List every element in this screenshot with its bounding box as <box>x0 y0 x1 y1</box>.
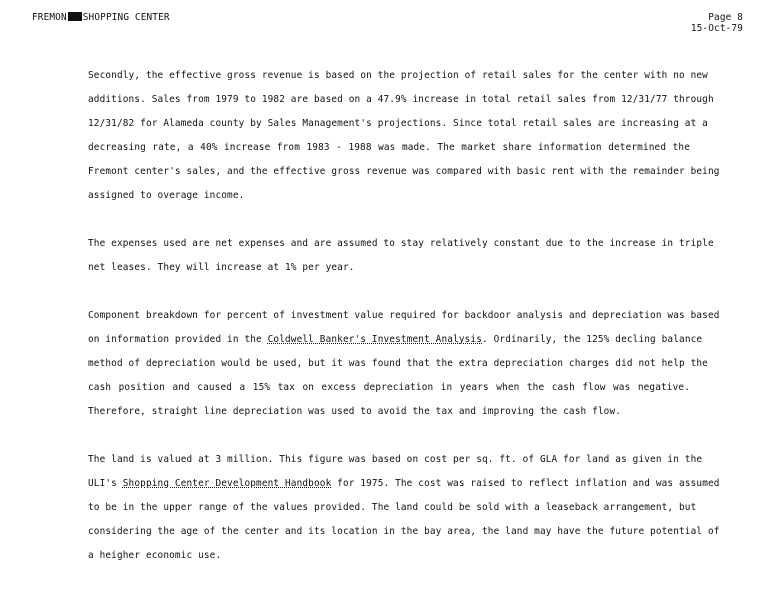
redaction-mark <box>68 12 82 21</box>
text-run: for 1975. The cost was raised to reflect inflation and was assumed <box>331 478 720 489</box>
text-line: assigned to overage income. <box>88 190 245 201</box>
text-line: The land is valued at 3 million. This figure was based on cost per sq. ft. of GLA for land as given in the <box>88 454 703 465</box>
text-line: Fremont center's sales, and the effective gross revenue was compared with basic rent with the remainder being <box>88 166 720 177</box>
text-line: Therefore, straight line depreciation was used to avoid the tax and improving the cash flow. <box>88 406 622 417</box>
text-line: Secondly, the effective gross revenue is based on the projection of retail sales for the center with no new <box>88 70 708 81</box>
text-line <box>88 333 703 357</box>
text-line: net leases. They will increase at 1% per year. <box>88 262 355 273</box>
title-part-1: FREMON <box>32 12 67 23</box>
title-part-2: SHOPPING CENTER <box>82 12 170 23</box>
document-date: 15-Oct-79 <box>690 23 743 34</box>
text-run: . Ordinarily, the 125% decling balance <box>482 334 703 345</box>
paragraph-depreciation <box>88 309 720 429</box>
paragraph-land <box>88 453 720 573</box>
page-info <box>691 12 743 34</box>
text-line: considering the age of the center and its location in the bay area, the land may have the future potential of <box>88 526 720 537</box>
text-line: Component breakdown for percent of investment value required for backdoor analysis and depreciation was based <box>88 310 720 321</box>
text-line: to be in the upper range of the values provided. The land could be sold with a leaseback arrangement, but <box>88 502 697 513</box>
text-line: additions. Sales from 1979 to 1982 are based on a 47.9% increase in total retail sales from 12/31/77 through <box>88 94 714 105</box>
text-line: 12/31/82 for Alameda county by Sales Management's projections. Since total retail sales are increasing at a <box>88 118 708 129</box>
text-line: The expenses used are net expenses and are assumed to stay relatively constant due to the increase in triple <box>88 238 714 249</box>
text-run: on information provided in the <box>88 334 268 345</box>
text-line: method of depreciation would be used, but it was found that the extra depreciation charges did not help the <box>88 358 708 369</box>
text-line: decreasing rate, a 40% increase from 1983 - 1988 was made. The market share information determined the <box>88 142 690 153</box>
paragraph-expenses <box>88 237 714 285</box>
text-line: cash position and caused a 15% tax on excess depreciation in years when the cash flow was negative. <box>88 382 690 393</box>
cited-title: Shopping Center Development Handbook <box>122 478 332 489</box>
text-run: ULI's <box>88 478 123 489</box>
cited-title: Coldwell Banker's Investment Analysis <box>267 334 483 345</box>
paragraph-revenue <box>88 69 720 213</box>
text-line: a heigher economic use. <box>88 550 222 561</box>
document-title <box>32 12 170 23</box>
text-line <box>88 477 720 501</box>
page-number: Page 8 <box>708 12 743 23</box>
